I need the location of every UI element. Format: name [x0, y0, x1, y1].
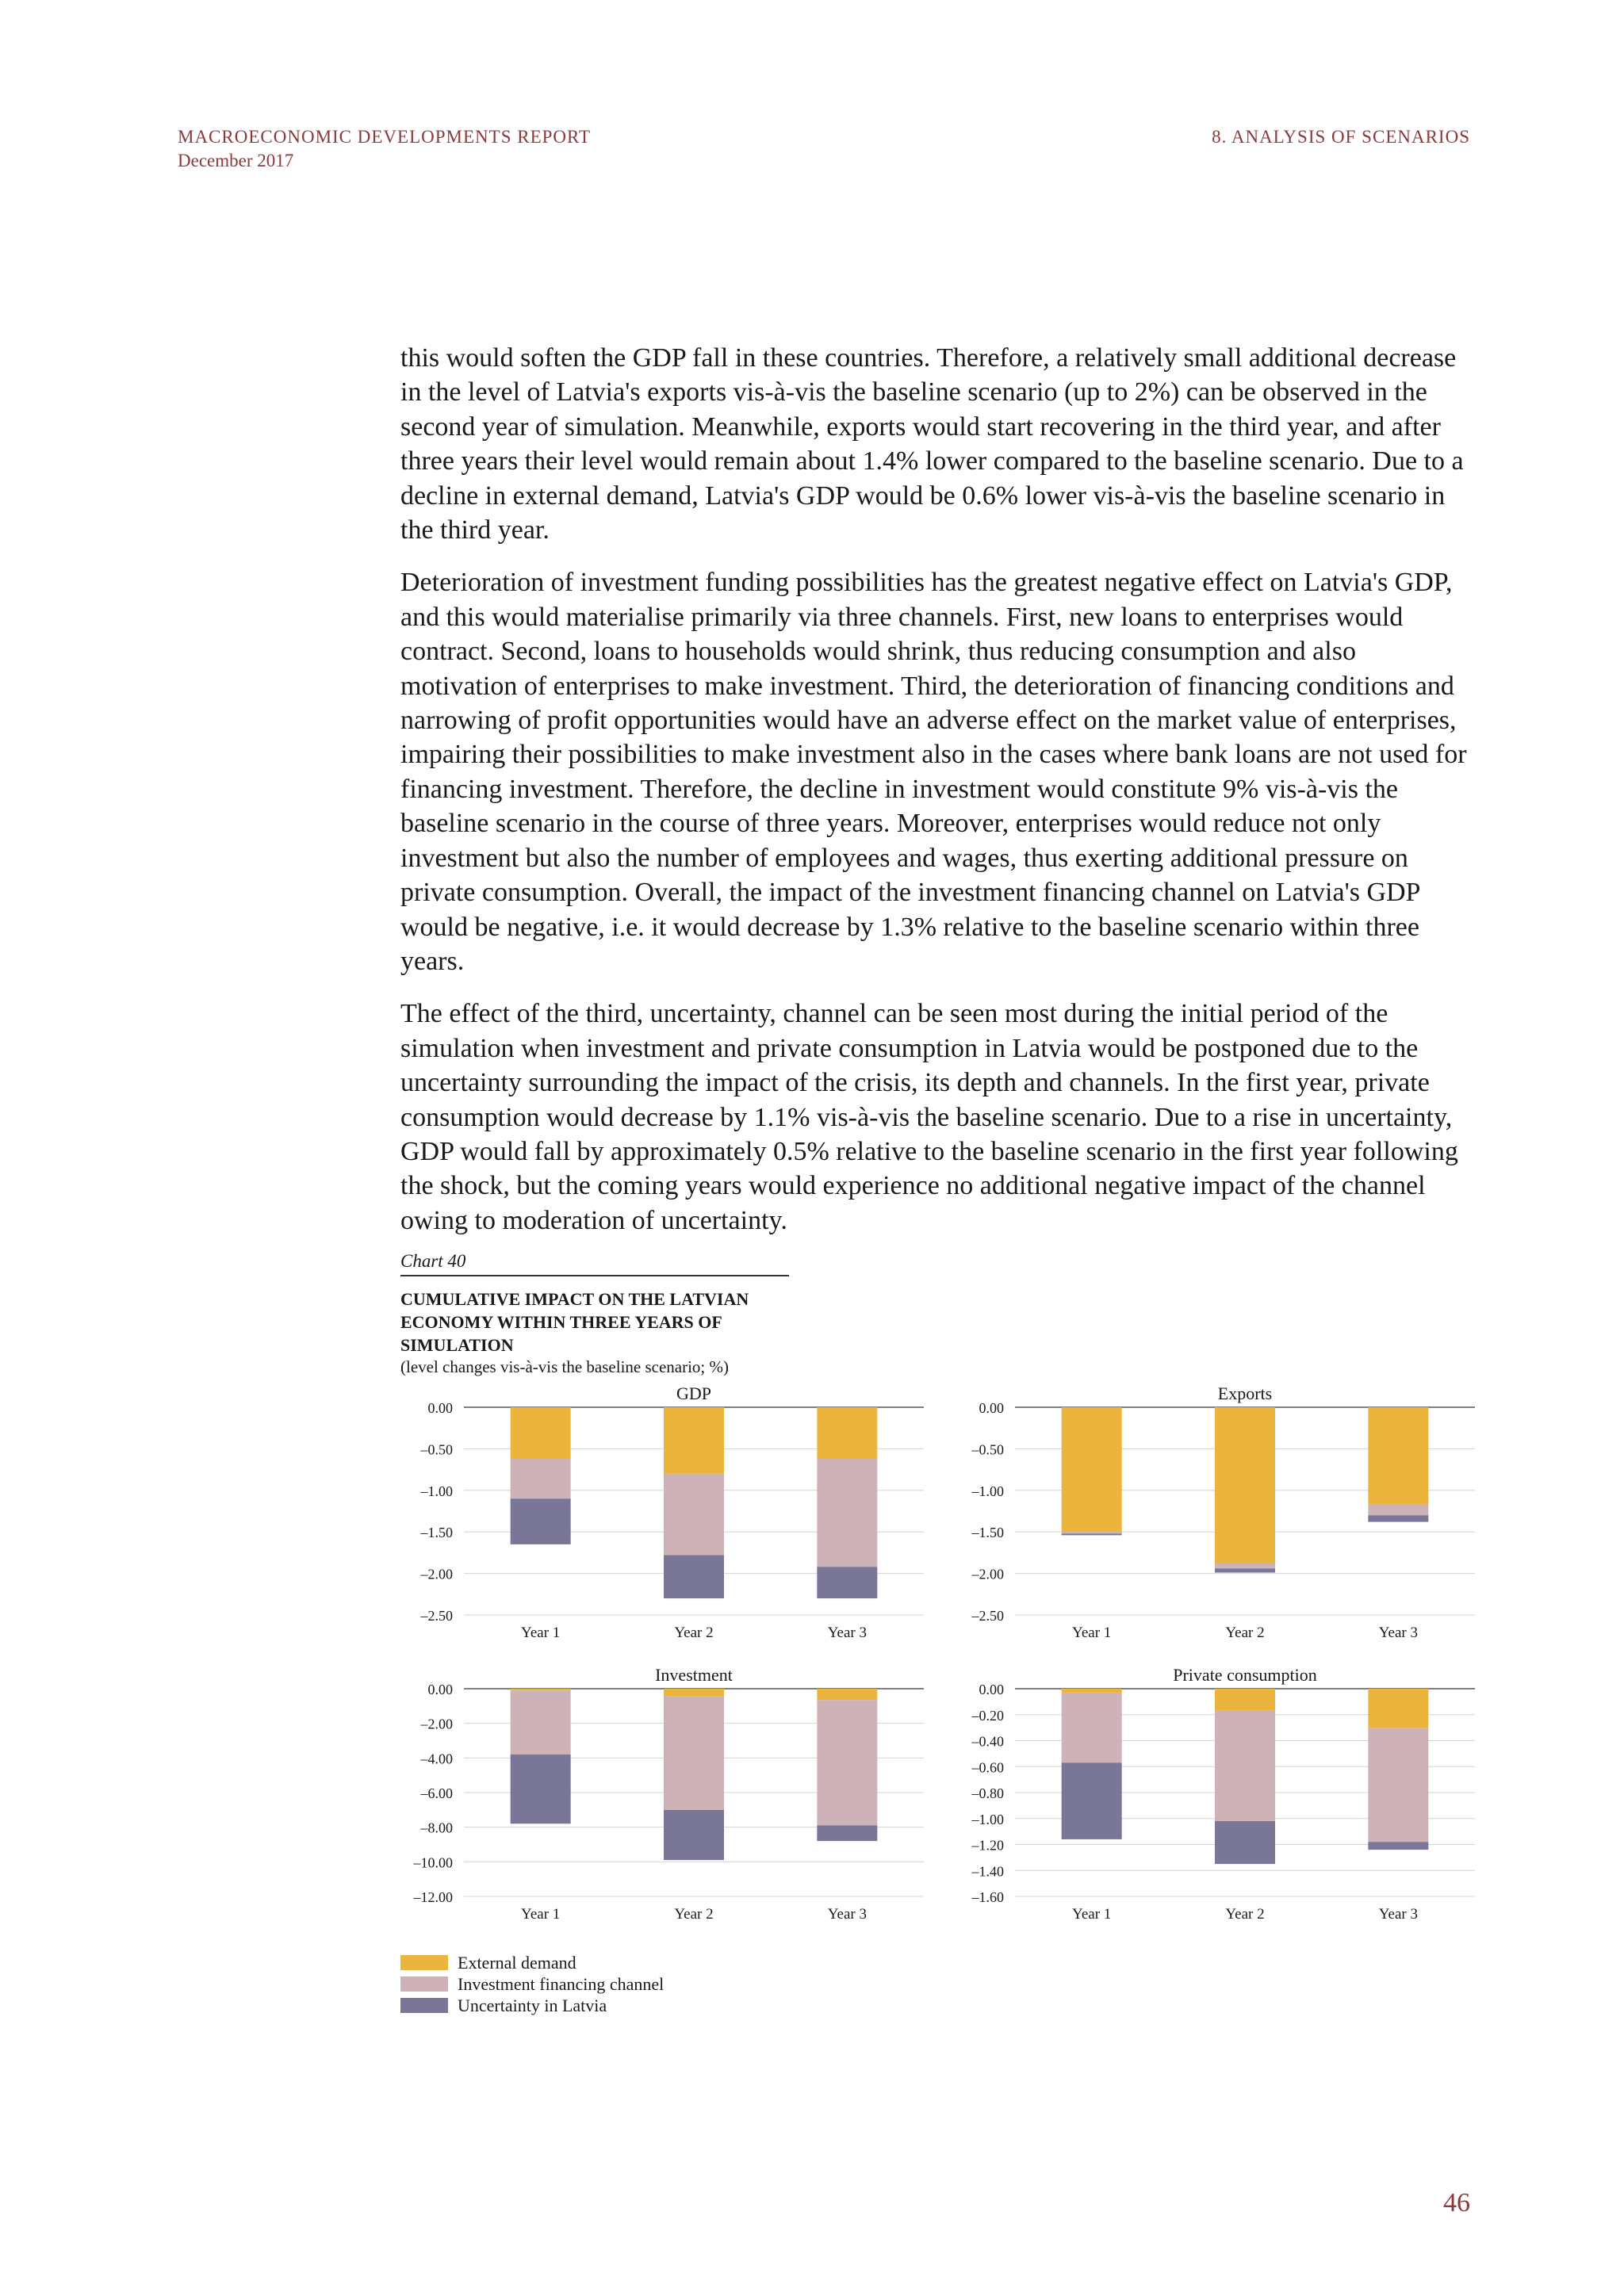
y-tick-label: 0.00: [427, 1682, 453, 1697]
bar-uncertainty: [1215, 1568, 1275, 1572]
panel-title: Private consumption: [1173, 1665, 1317, 1685]
legend-label: Investment financing channel: [458, 1974, 665, 1994]
y-tick-label: –0.50: [971, 1441, 1004, 1458]
chart-panels: [400, 1383, 1495, 1938]
y-tick-label: –4.00: [420, 1751, 453, 1767]
bar-investment-financing: [1062, 1693, 1122, 1762]
y-tick-label: –8.00: [420, 1820, 453, 1836]
paragraph: this would soften the GDP fall in these countries. Therefore, a relatively small additional decrease in the level of Latvia's exports vis-à-vis the baseline scenario (up to 2%) can be observed in the second year of simulation. Meanwhile, exports would start recovering in the third year, and after three years their level would remain about 1.4% lower compared to the baseline scenario. Due to a decline in external demand, Latvia's GDP would be 0.6% lower vis-à-vis the baseline scenario in the third year.: [400, 343, 1464, 545]
bar-investment-financing: [664, 1697, 724, 1810]
panel-title: GDP: [676, 1383, 712, 1403]
x-tick-label: Year 1: [1072, 1906, 1112, 1923]
x-tick-label: Year 2: [1225, 1906, 1265, 1923]
bar-external-demand: [1062, 1689, 1122, 1693]
bar-uncertainty: [1368, 1515, 1428, 1521]
legend-item: [400, 1973, 664, 1995]
x-tick-label: Year 3: [827, 1906, 867, 1923]
bar-uncertainty: [664, 1810, 724, 1860]
y-tick-label: –1.50: [420, 1525, 453, 1541]
bar-external-demand: [511, 1407, 571, 1459]
bar-external-demand: [664, 1407, 724, 1474]
y-tick-label: 0.00: [979, 1682, 1004, 1697]
chart-svg-investment: [400, 1665, 940, 1950]
chart-title: CUMULATIVE IMPACT ON THE LATVIAN ECONOMY WITHIN THREE YEARS OF SIMULATION: [400, 1289, 749, 1355]
bar-external-demand: [817, 1689, 877, 1700]
legend-swatch: [400, 1976, 448, 1992]
report-header: [178, 125, 591, 173]
bar-investment-financing: [664, 1474, 724, 1556]
bar-uncertainty: [1215, 1821, 1275, 1864]
y-tick-label: –2.50: [971, 1608, 1004, 1624]
bar-uncertainty: [664, 1556, 724, 1598]
bar-investment-financing: [1368, 1728, 1428, 1842]
y-tick-label: –1.40: [971, 1863, 1004, 1880]
x-tick-label: Year 1: [521, 1906, 561, 1923]
bar-investment-financing: [1368, 1505, 1428, 1516]
y-tick-label: –12.00: [413, 1889, 453, 1905]
x-tick-label: Year 3: [1378, 1624, 1418, 1641]
x-tick-label: Year 2: [674, 1624, 714, 1641]
chart-legend: [400, 1952, 664, 2016]
bar-investment-financing: [1062, 1532, 1122, 1533]
bar-uncertainty: [1062, 1762, 1122, 1839]
y-tick-label: –2.00: [420, 1566, 453, 1582]
body-text: [400, 341, 1467, 1256]
x-tick-label: Year 1: [521, 1624, 561, 1641]
paragraph: The effect of the third, uncertainty, channel can be seen most during the initial period of the simulation when investment and private consumption in Latvia would be postponed due to the uncertainty surrounding the impact of the crisis, its depth and channels. In the first year, private consumption would decrease by 1.1% vis-à-vis the baseline scenario. Due to a rise in uncertainty, GDP would fall by approximately 0.5% relative to the baseline scenario in the first year following the shock, but the coming years would experience no additional negative impact of the channel owing to moderation of uncertainty.: [400, 999, 1458, 1235]
legend-label: Uncertainty in Latvia: [458, 1996, 607, 2015]
y-tick-label: –0.40: [971, 1733, 1004, 1750]
bar-external-demand: [817, 1407, 877, 1459]
panel-title: Investment: [655, 1665, 733, 1685]
bar-uncertainty: [1368, 1842, 1428, 1850]
y-tick-label: –0.50: [420, 1441, 453, 1458]
y-tick-label: –0.20: [971, 1707, 1004, 1724]
chart-caption: [400, 1251, 1467, 1377]
chart-number: Chart 40: [400, 1251, 789, 1276]
chart-panel-gdp: [400, 1383, 940, 1669]
chart-subtitle: (level changes vis-à-vis the baseline scenario; %): [400, 1357, 730, 1376]
legend-swatch: [400, 1955, 448, 1970]
chart-panel-investment: [400, 1665, 940, 1950]
x-tick-label: Year 2: [1225, 1624, 1265, 1641]
x-tick-label: Year 1: [1072, 1624, 1112, 1641]
y-tick-label: 0.00: [427, 1400, 453, 1416]
y-tick-label: –10.00: [413, 1854, 453, 1871]
y-tick-label: –1.20: [971, 1837, 1004, 1854]
y-tick-label: –6.00: [420, 1785, 453, 1801]
y-tick-label: –1.00: [971, 1811, 1004, 1827]
y-tick-label: 0.00: [979, 1400, 1004, 1416]
paragraph: Deterioration of investment funding possibilities has the greatest negative effect on Latvia's GDP, and this would materialise primarily via three channels. First, new loans to enterprises would contract. Second, loans to households would shrink, thus reducing consumption and also motivation of enterprises to make investment. Third, the deterioration of financing conditions and narrowing of profit opportunities would have an adverse effect on the market value of enterprises, impairing their possibilities to make investment also in the cases where bank loans are not used for financing investment. Therefore, the decline in investment would constitute 9% vis-à-vis the baseline scenario in the course of three years. Moreover, enterprises would reduce not only investment but also the number of employees and wages, thus exerting additional pressure on private consumption. Overall, the impact of the investment financing channel on Latvia's GDP would be negative, i.e. it would decrease by 1.3% relative to the baseline scenario within three years.: [400, 568, 1467, 976]
page-number: 46: [1443, 2188, 1470, 2218]
x-tick-label: Year 3: [827, 1624, 867, 1641]
bar-external-demand: [1215, 1407, 1275, 1563]
legend-item: [400, 1952, 664, 1973]
bar-investment-financing: [817, 1459, 877, 1567]
bar-external-demand: [1368, 1407, 1428, 1505]
y-tick-label: –0.80: [971, 1785, 1004, 1801]
legend-swatch: [400, 1998, 448, 2013]
bar-external-demand: [664, 1689, 724, 1697]
y-tick-label: –1.00: [971, 1483, 1004, 1499]
y-tick-label: –2.00: [971, 1566, 1004, 1582]
chart-panel-exports: [952, 1383, 1491, 1669]
y-tick-label: –1.50: [971, 1525, 1004, 1541]
chart-svg-exports: [952, 1383, 1491, 1669]
bar-uncertainty: [817, 1567, 877, 1598]
legend-label: External demand: [458, 1953, 576, 1973]
bar-uncertainty: [511, 1498, 571, 1544]
bar-investment-financing: [817, 1700, 877, 1825]
bar-uncertainty: [511, 1755, 571, 1823]
legend-item: [400, 1995, 664, 2016]
y-tick-label: –1.00: [420, 1483, 453, 1499]
bar-investment-financing: [511, 1459, 571, 1498]
x-tick-label: Year 3: [1378, 1906, 1418, 1923]
chart-svg-private-consumption: [952, 1665, 1491, 1950]
panel-title: Exports: [1217, 1383, 1273, 1403]
y-tick-label: –1.60: [971, 1889, 1004, 1905]
bar-external-demand: [1062, 1407, 1122, 1532]
y-tick-label: –2.00: [420, 1716, 453, 1732]
bar-investment-financing: [511, 1690, 571, 1755]
bar-external-demand: [1368, 1689, 1428, 1728]
section-header: 8. ANALYSIS OF SCENARIOS: [1212, 127, 1470, 147]
bar-external-demand: [511, 1689, 571, 1690]
bar-uncertainty: [817, 1825, 877, 1841]
bar-investment-financing: [1215, 1563, 1275, 1568]
y-tick-label: –2.50: [420, 1608, 453, 1624]
chart-svg-gdp: [400, 1383, 940, 1669]
y-tick-label: –0.60: [971, 1759, 1004, 1776]
x-tick-label: Year 2: [674, 1906, 714, 1923]
bar-external-demand: [1215, 1689, 1275, 1711]
bar-uncertainty: [1062, 1533, 1122, 1535]
report-title: MACROECONOMIC DEVELOPMENTS REPORT: [178, 127, 592, 147]
chart-panel-private-consumption: [952, 1665, 1491, 1950]
report-date: December 2017: [178, 151, 294, 170]
bar-investment-financing: [1215, 1711, 1275, 1821]
